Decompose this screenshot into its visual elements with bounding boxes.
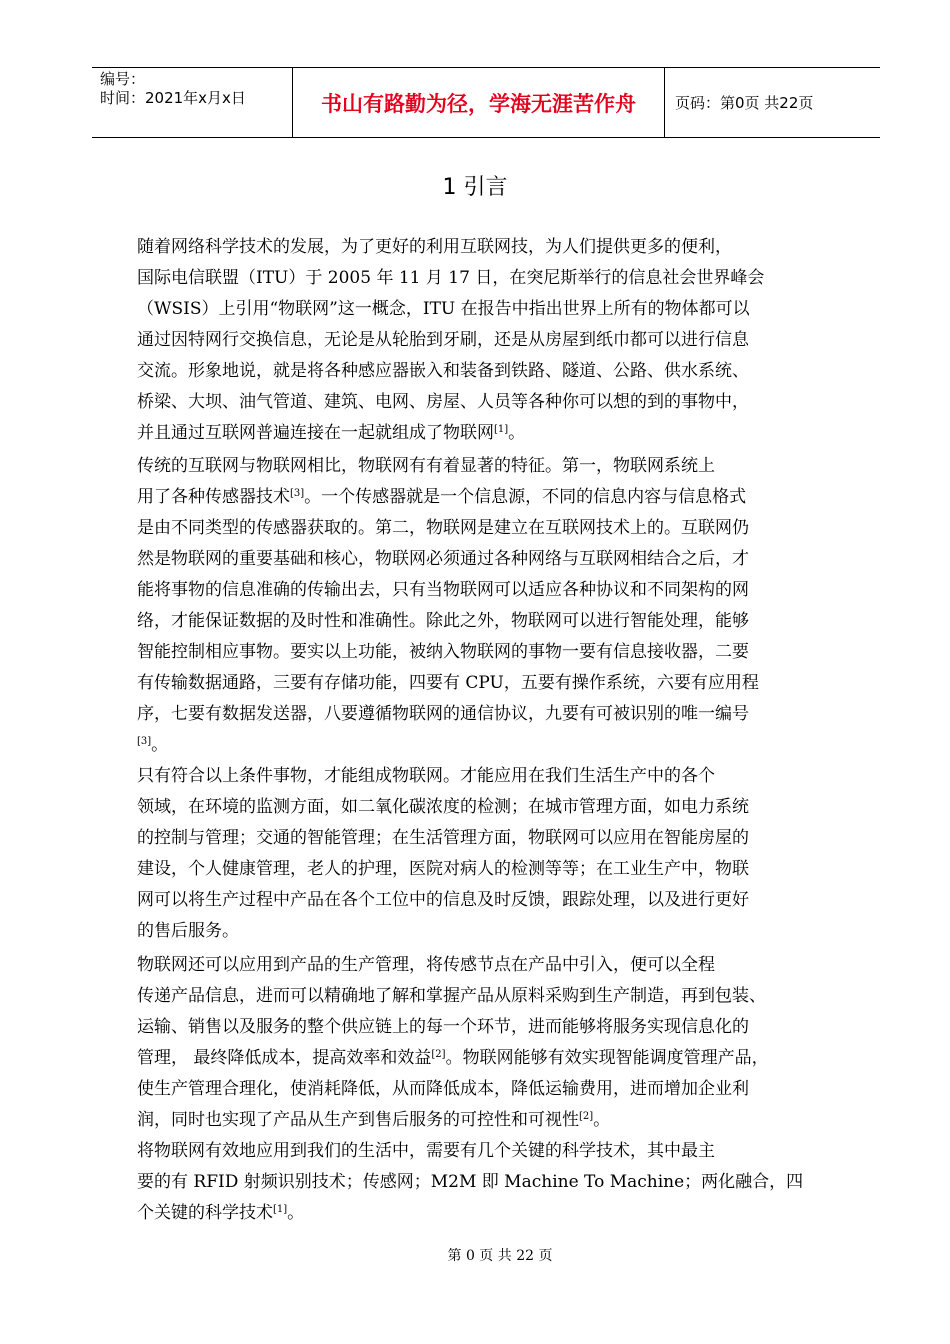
page-header <box>92 67 880 138</box>
time-label: 时间：2021年x月x日 <box>100 89 246 107</box>
line-text: 随着网络科学技术的发展，为了更好的利用互联网技，为人们提供更多的便利， <box>137 237 732 257</box>
text-line <box>137 792 749 823</box>
line-text: 建设，个人健康管理，老人的护理，医院对病人的检测等等；在工业生产中，物联 <box>137 859 749 879</box>
text-line <box>137 387 749 418</box>
text-line <box>137 232 732 263</box>
text-line <box>137 730 168 761</box>
line-text-tail: 。 <box>151 735 169 755</box>
text-line <box>137 606 749 637</box>
text-line <box>137 637 749 668</box>
line-text: 运输、销售以及服务的整个供应链上的每一个环节，进而能够将服务实现信息化的 <box>137 1017 749 1037</box>
page-footer: 第 0 页 共 22 页 <box>447 1248 553 1264</box>
line-text: 物联网还可以应用到产品的生产管理，将传感节点在产品中引入，便可以全程 <box>137 955 715 975</box>
line-text: 络，才能保证数据的及时性和准确性。除此之外，物联网可以进行智能处理，能够 <box>137 611 749 631</box>
line-text: 然是物联网的重要基础和核心，物联网必须通过各种网络与互联网相结合之后，才 <box>137 549 749 569</box>
line-text: 用了各种传感器技术 <box>137 487 290 507</box>
text-line <box>137 1167 803 1198</box>
text-line <box>137 263 764 294</box>
text-line <box>137 1198 304 1229</box>
text-line <box>137 699 749 730</box>
text-line <box>137 294 750 325</box>
text-line <box>137 854 749 885</box>
text-line <box>137 1043 769 1074</box>
line-text: 管理， 最终降低成本，提高效率和效益 <box>137 1048 432 1068</box>
line-text: 序，七要有数据发送器，八要遵循物联网的通信协议，九要有可被识别的唯一编号 <box>137 704 749 724</box>
line-text: 并且通过互联网普遍连接在一起就组成了物联网 <box>137 423 494 443</box>
citation-ref: [1] <box>494 424 509 435</box>
text-line <box>137 1105 610 1136</box>
line-text: 使生产管理合理化，使消耗降低，从而降低成本，降低运输费用，进而增加企业利 <box>137 1079 749 1099</box>
text-line <box>137 885 749 916</box>
line-text-tail: 。 <box>593 1110 611 1130</box>
text-line <box>137 1074 749 1105</box>
line-text: 交流。形象地说，就是将各种感应器嵌入和装备到铁路、隧道、公路、供水系统、 <box>137 361 749 381</box>
line-text: 将物联网有效地应用到我们的生活中，需要有几个关键的科学技术，其中最主 <box>137 1141 715 1161</box>
line-text: 领域，在环境的监测方面，如二氧化碳浓度的检测；在城市管理方面，如电力系统 <box>137 797 749 817</box>
line-text: 润，同时也实现了产品从生产到售后服务的可控性和可视性 <box>137 1110 579 1130</box>
line-text: 个关键的科学技术 <box>137 1203 273 1223</box>
line-text: 要的有 RFID 射频识别技术；传感网；M2M 即 Machine To Machine；两化融合，四 <box>137 1172 804 1192</box>
citation-ref: [2] <box>431 1049 446 1060</box>
line-text: 只有符合以上条件事物，才能组成物联网。才能应用在我们生活生产中的各个 <box>137 766 715 786</box>
text-line <box>137 668 759 699</box>
text-line <box>137 916 239 947</box>
text-line <box>137 513 749 544</box>
section-title: 1 引言 <box>442 175 508 200</box>
line-text: 是由不同类型的传感器获取的。第二，物联网是建立在互联网技术上的。互联网仍 <box>137 518 749 538</box>
line-text: 国际电信联盟（ITU）于 2005 年 11 月 17 日，在突尼斯举行的信息社会世界峰会 <box>137 268 765 288</box>
line-text: 网可以将生产过程中产品在各个工位中的信息及时反馈，跟踪处理，以及进行更好 <box>137 890 749 910</box>
line-text: 桥梁、大坝、油气管道、建筑、电网、房屋、人员等各种你可以想的到的事物中， <box>137 392 749 412</box>
line-text: （WSIS）上引用“物联网”这一概念，ITU 在报告中指出世界上所有的物体都可以 <box>137 299 750 319</box>
text-line <box>137 325 749 356</box>
citation-ref: [3] <box>290 488 305 499</box>
line-text: 传递产品信息，进而可以精确地了解和掌握产品从原料采购到生产制造，再到包装、 <box>137 986 766 1006</box>
text-line <box>137 981 766 1012</box>
citation-ref: [1] <box>273 1204 288 1215</box>
text-line <box>137 575 749 606</box>
citation-ref: [3] <box>137 736 152 747</box>
line-text: 能将事物的信息准确的传输出去，只有当物联网可以适应各种协议和不同架构的网 <box>137 580 749 600</box>
text-line <box>137 1012 749 1043</box>
text-line <box>137 761 715 792</box>
page-number-label: 页码：第0页 共22页 <box>675 94 814 112</box>
text-line <box>137 950 715 981</box>
citation-ref: [2] <box>579 1111 594 1122</box>
header-meta <box>92 68 293 137</box>
text-line <box>137 544 749 575</box>
text-line <box>137 482 746 513</box>
text-line <box>137 823 749 854</box>
line-text: 传统的互联网与物联网相比，物联网有有着显著的特征。第一，物联网系统上 <box>137 456 715 476</box>
header-motto: 书山有路勤为径，学海无涯苦作舟 <box>293 68 665 137</box>
text-line <box>137 451 715 482</box>
text-line <box>137 356 749 387</box>
line-text-tail: 。物联网能够有效实现智能调度管理产品， <box>445 1048 769 1068</box>
line-text: 的控制与管理；交通的智能管理；在生活管理方面，物联网可以应用在智能房屋的 <box>137 828 749 848</box>
number-label: 编号： <box>100 70 146 88</box>
line-text: 有传输数据通路，三要有存储功能，四要有 CPU，五要有操作系统，六要有应用程 <box>137 673 759 693</box>
line-text-tail: 。一个传感器就是一个信息源，不同的信息内容与信息格式 <box>304 487 747 507</box>
line-text-tail: 。 <box>287 1203 305 1223</box>
line-text-tail: 。 <box>508 423 526 443</box>
line-text: 的售后服务。 <box>137 921 239 941</box>
text-line <box>137 418 525 449</box>
line-text: 智能控制相应事物。要实以上功能，被纳入物联网的事物一要有信息接收器，二要 <box>137 642 749 662</box>
text-line <box>137 1136 715 1167</box>
line-text: 通过因特网行交换信息，无论是从轮胎到牙刷，还是从房屋到纸巾都可以进行信息 <box>137 330 749 350</box>
